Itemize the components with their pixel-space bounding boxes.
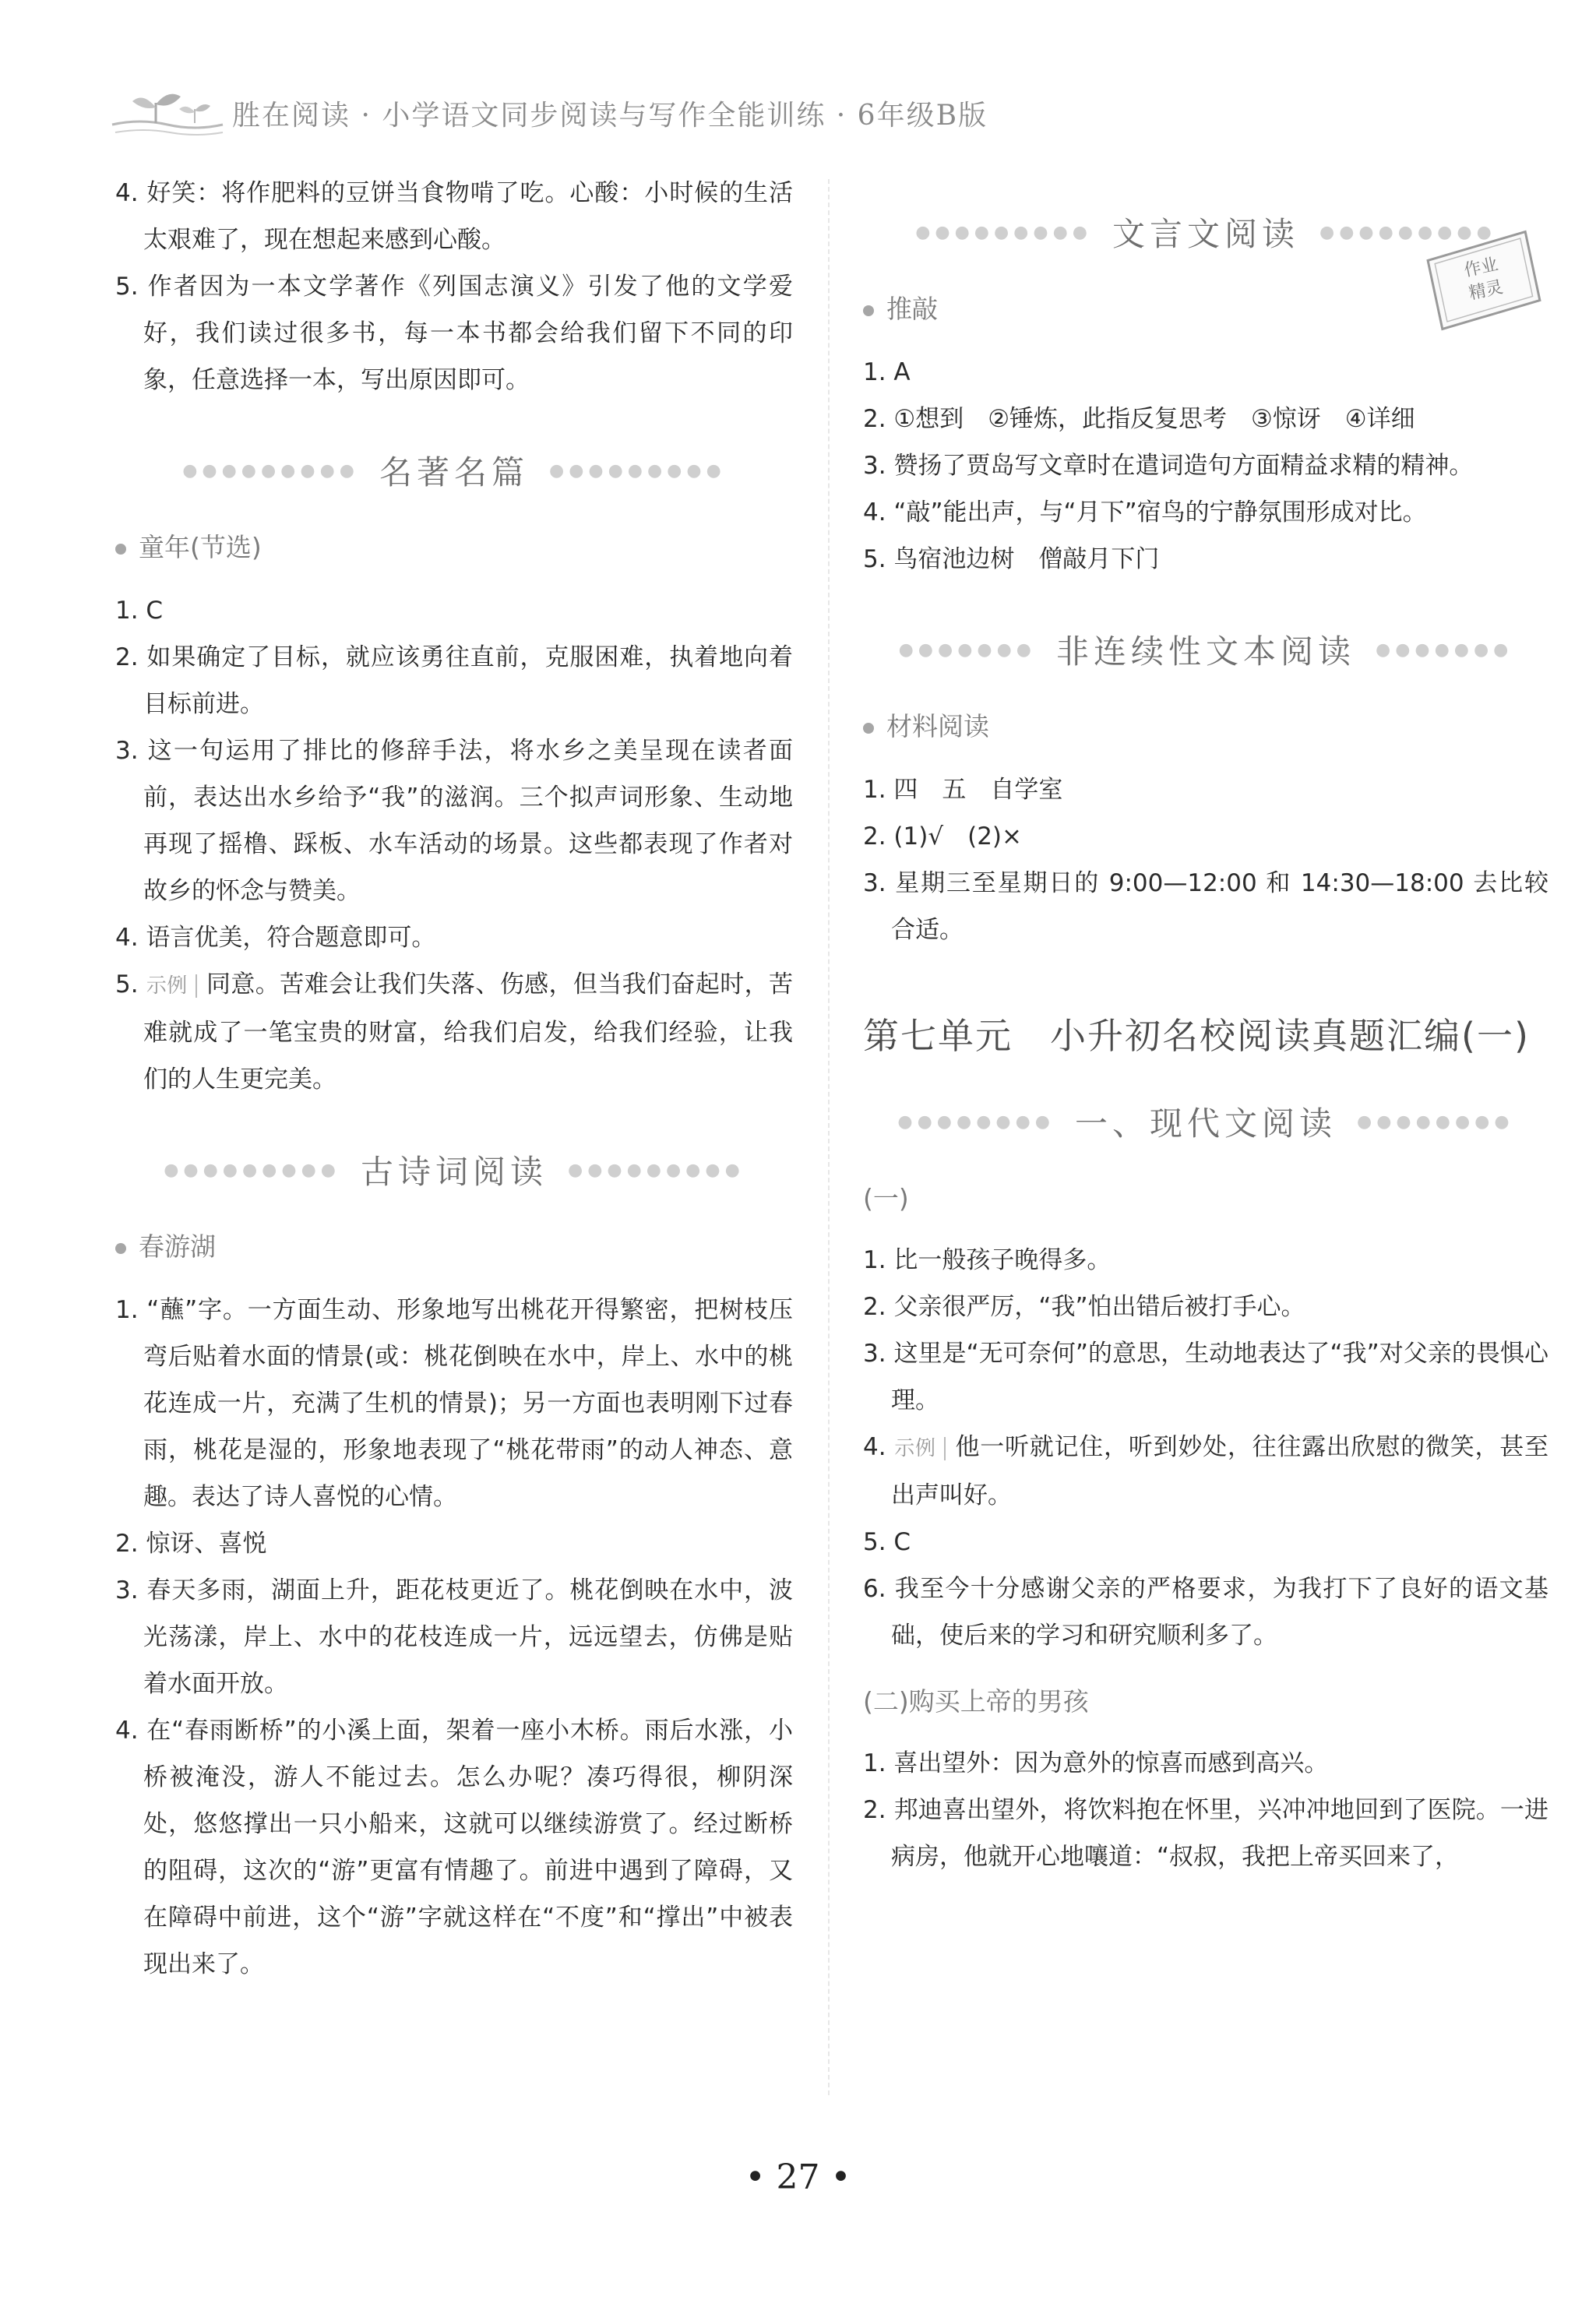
answer-item: 1. 喜出望外：因为意外的惊喜而感到高兴。 [863,1749,1329,1777]
answer-item: 1. “蘸”字。一方面生动、形象地写出桃花开得繁密，把树枝压弯后贴着水面的情景(或：桃花倒映在水中，岸上、水中的桃花连成一片，充满了生机的情景)；另一方面也表明刚下过春雨，桃花是湿的，形象地表现了“桃花带雨”的动人神态、意趣。表达了诗人喜悦的心情。 [115,1296,793,1511]
decorative-dots: ●●●●●●●●● [164,1160,340,1180]
item-number: 4. [863,1433,886,1461]
right-column [863,170,1548,1880]
decorative-dots: ●●●●●●●● [1357,1111,1514,1132]
answer-item: 5. C [863,1528,911,1556]
decorative-dots: ●●●●●●● [898,639,1036,660]
subsection-label: 春游湖 [139,1231,216,1262]
answer-item: 3. 这一句运用了排比的修辞手法，将水乡之美呈现在读者面前，表达出水乡给予“我”的滋润。三个拟声词形象、生动地再现了摇橹、踩板、水车活动的场景。这些都表现了作者对故乡的怀念与赞美。 [115,737,793,905]
decorative-dots: ●●●●●●●●● [915,222,1092,242]
page-header [109,84,1511,139]
subsection-title [863,707,1548,746]
subsection-label: 推敲 [886,294,938,324]
decorative-dots: ●●●●●●● [1376,639,1513,660]
answer-item: 3. 赞扬了贾岛写文章时在遣词造句方面精益求精的精神。 [863,452,1474,480]
header-title: 胜在阅读 · 小学语文同步阅读与写作全能训练 · 6年级B版 [232,100,988,132]
answer-item: 2. ①想到 ②锤炼，此指反复思考 ③惊讶 ④详细 [863,405,1415,433]
section-title: 文言文阅读 [1112,215,1299,253]
answer-item: 3. 春天多雨，湖面上升，距花枝更近了。桃花倒映在水中，波光荡漾，岸上、水中的花枝连成一片，远远望去，仿佛是贴着水面开放。 [115,1576,793,1698]
decorative-dots: ●●●●●●●● [897,1111,1055,1132]
answer-item-example [863,1424,1548,1519]
section-heading [863,618,1548,681]
decorative-dots: ●●●●●●●●● [549,460,726,481]
example-separator [196,974,197,998]
column-divider [828,179,830,2095]
answer-item: 6. 我至今十分感谢父亲的严格要求，为我打下了良好的语文基础，使后来的学习和研究顺利多了。 [863,1575,1548,1650]
subsection-title [115,528,793,567]
example-text: 他一听就记住，听到妙处，往往露出欣慰的微笑，甚至出声叫好。 [891,1433,1548,1509]
answer-item: 2. 邦迪喜出望外，将饮料抱在怀里，兴冲冲地回到了医院。一进病房，他就开心地嚷道：“叔叔，我把上帝买回来了， [863,1796,1548,1871]
subsection-title [115,1227,793,1266]
answer-item: 4. 在“春雨断桥”的小溪上面，架着一座小木桥。雨后水涨，小桥被淹没，游人不能过去。怎么办呢？凑巧得很，柳阴深处，悠悠撑出一只小船来，这就可以继续游赏了。经过断桥的阻碍，这次的“游”更富有情趣了。前进中遇到了障碍，又在障碍中前进，这个“游”字就这样在“不度”和“撑出”中被表现出来了。 [115,1717,793,1978]
answer-item-example [115,961,793,1103]
bullet-dot-icon [115,1243,126,1254]
bullet-dot-icon [863,723,874,734]
section-heading [115,1139,793,1201]
section-heading [863,1090,1548,1153]
answer-item: 1. 比一般孩子晚得多。 [863,1246,1112,1274]
item-number: 5. [115,970,139,999]
stamp-line1: 作业 [1462,255,1500,281]
section-title: 非连续性文本阅读 [1055,632,1355,671]
example-separator [944,1437,946,1460]
section-heading [115,439,793,502]
answer-item: 2. (1)√ (2)× [863,822,1022,851]
answer-item: 2. 如果确定了目标，就应该勇往直前，克服困难，执着地向着目标前进。 [115,643,793,718]
decorative-dots: ●●●●●●●●● [568,1160,745,1180]
answer-item: 1. 四 五 自学室 [863,776,1063,804]
answer-item: 4. 好笑：将作肥料的豆饼当食物啃了吃。心酸：小时候的生活太艰难了，现在想起来感到心酸。 [115,179,793,254]
subsection-label: 童年(节选) [139,532,262,562]
bullet-dot-icon [863,305,874,316]
part-label: (二)购买上帝的男孩 [863,1686,1089,1717]
answer-item: 1. A [863,358,911,386]
example-label: 示例 [146,974,188,998]
answer-item: 2. 惊讶、喜悦 [115,1530,267,1558]
example-label: 示例 [894,1437,936,1460]
sprout-logo-icon [109,84,226,139]
part-label: (一) [863,1183,909,1213]
answer-item: 3. 这里是“无可奈何”的意思，生动地表达了“我”对父亲的畏惧心理。 [863,1340,1548,1414]
answer-item: 4. 语言优美，符合题意即可。 [115,924,436,952]
decorative-dots: ●●●●●●●●● [1319,222,1496,242]
subsection-label: 材料阅读 [886,711,989,741]
section-title: 古诗词阅读 [360,1153,548,1191]
answer-item: 4. “敲”能出声，与“月下”宿鸟的宁静氛围形成对比。 [863,498,1427,527]
bullet-dot-icon [115,544,126,555]
example-text: 同意。苦难会让我们失落、伤感，但当我们奋起时，苦难就成了一笔宝贵的财富，给我们启发，给我们经验，让我们的人生更完美。 [143,970,793,1094]
page-number: • 27 • [745,2157,851,2197]
answer-item: 1. C [115,597,164,625]
answer-item: 5. 作者因为一本文学著作《列国志演义》引发了他的文学爱好，我们读过很多书，每一本书都会给我们留下不同的印象，任意选择一本，写出原因即可。 [115,273,793,394]
decorative-dots: ●●●●●●●●● [182,460,359,481]
unit-title: 第七单元 小升初名校阅读真题汇编(一) [863,1015,1530,1057]
left-column [115,170,793,1988]
section-title: 一、现代文阅读 [1074,1104,1337,1143]
answer-item: 5. 鸟宿池边树 僧敲月下门 [863,545,1160,573]
stamp-line2: 精灵 [1467,277,1505,305]
answer-item: 3. 星期三至星期日的 9:00—12:00 和 14:30—18:00 去比较合适。 [863,869,1548,944]
section-title: 名著名篇 [379,453,529,491]
answer-item: 2. 父亲很严厉，“我”怕出错后被打手心。 [863,1293,1305,1321]
